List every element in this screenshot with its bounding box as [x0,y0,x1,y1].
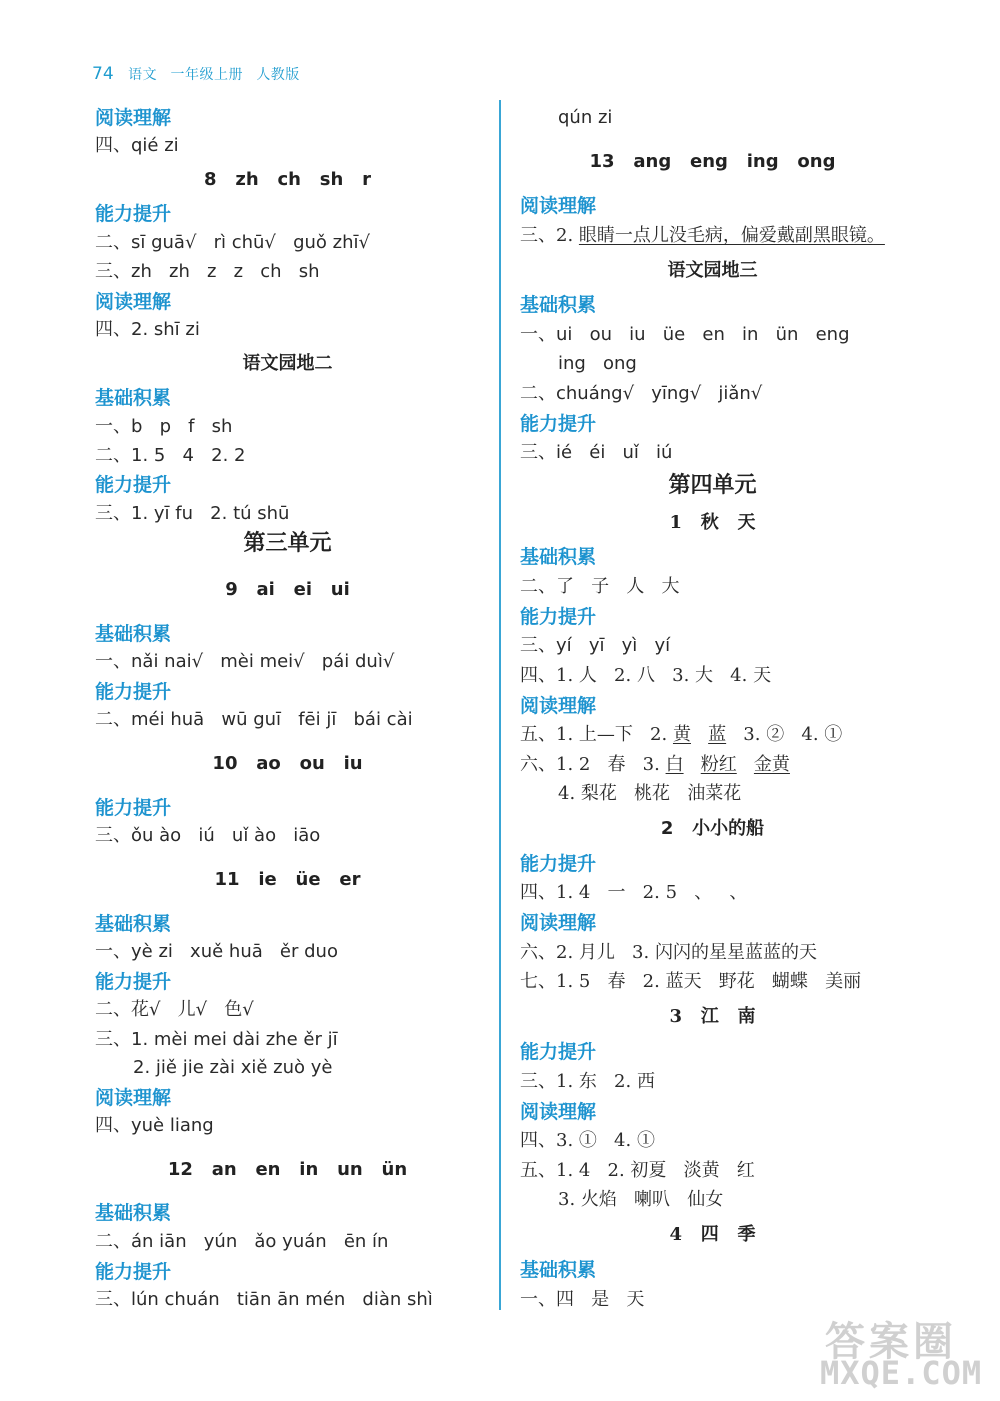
header-grade: 一年级上册 [170,67,243,83]
answer-line: 六、2. 月儿 3. 闪闪的星星蓝蓝的天 [520,942,817,963]
answer-line: 四、1. 4 一 2. 5 、 、 [520,882,748,903]
header-subject: 语文 [128,67,158,83]
section-heading: 能力提升 [520,606,597,628]
underlined-answer: 粉红 [700,754,737,775]
answer-text: 五、1. 上—下 2. [520,724,673,745]
unit-title: 第三单元 [243,531,332,556]
section-heading: 阅读理解 [95,291,172,313]
answer-line: 四、yuè liang [95,1115,214,1136]
section-heading: 能力提升 [520,853,597,875]
answer-line: 三、lún chuán tiān ān mén diàn shì [95,1289,433,1310]
section-heading: 阅读理解 [520,912,597,934]
answer-line: 三、yí yī yì yí [520,635,671,656]
underlined-answer: 眼睛一点儿没毛病，偏爱戴副黑眼镜。 [578,225,885,246]
lesson-title: 3 江 南 [669,1006,756,1027]
answer-line: 一、b p f sh [95,416,233,437]
answer-line: 四、qié zi [95,135,179,156]
answer-line: 二、méi huā wū guī fēi jī bái cài [95,709,413,730]
section-heading: 基础积累 [95,913,172,935]
answer-line: 一、ui ou iu üe en in ün eng [520,324,850,345]
lesson-title: 11 ie üe er [214,869,361,890]
section-heading: 阅读理解 [520,1101,597,1123]
answer-text: 3. ② 4. ① [726,724,843,745]
answer-text [691,724,708,745]
lesson-title: 8 zh ch sh r [204,169,371,190]
section-heading: 能力提升 [520,413,597,435]
watermark-text: 答案圈 [825,1319,957,1365]
section-heading: 能力提升 [95,1261,172,1283]
lesson-title: 语文园地二 [242,353,333,374]
section-heading: 能力提升 [95,203,172,225]
underlined-answer: 黄 [672,724,691,745]
answer-line: 二、花√ 儿√ 色√ [95,999,254,1020]
section-heading: 基础积累 [95,387,172,409]
answer-line: 2. jiě jie zài xiě zuò yè [133,1057,333,1078]
section-heading: 能力提升 [520,1041,597,1063]
section-heading: 能力提升 [95,797,172,819]
answer-line: 三、1. 东 2. 西 [520,1071,655,1092]
answer-line [520,224,885,248]
section-heading: 阅读理解 [95,107,172,129]
underlined-answer: 白 [665,754,684,775]
watermark-logo [820,1310,995,1395]
answer-line: 三、zh zh z z ch sh [95,261,320,282]
answer-text [737,754,754,775]
section-heading: 基础积累 [520,546,597,568]
answer-line [520,723,842,747]
lesson-title: 语文园地三 [667,260,758,281]
answer-line: 三、ié éi uǐ iú [520,442,673,463]
lesson-title: 12 an en in un ün [167,1159,408,1180]
section-heading: 基础积累 [520,1259,597,1281]
answer-line: 四、3. ① 4. ① [520,1130,655,1151]
header-edition: 人教版 [256,67,300,83]
answer-line: 二、了 子 人 大 [520,576,680,597]
answer-line: 4. 梨花 桃花 油菜花 [558,783,742,804]
lesson-title: 10 ao ou iu [212,753,363,774]
unit-title: 第四单元 [668,473,757,498]
lesson-title: 13 ang eng ing ong [589,151,836,172]
answer-line: 三、1. mèi mei dài zhe ěr jī [95,1029,338,1050]
answer-line: 二、1. 5 4 2. 2 [95,445,246,466]
answer-line: 四、1. 人 2. 八 3. 大 4. 天 [520,665,772,686]
answer-prefix: 三、2. [520,225,579,246]
watermark-url: MXQE.COM [820,1354,983,1392]
section-heading: 基础积累 [95,1202,172,1224]
underlined-answer: 蓝 [708,724,727,745]
answer-line: 二、án iān yún ǎo yuán ēn ín [95,1231,389,1252]
answer-line: 二、sī guā√ rì chū√ guǒ zhī√ [95,232,370,253]
section-heading: 能力提升 [95,971,172,993]
answer-line: 一、四 是 天 [520,1289,645,1310]
page-number: 74 [92,64,114,84]
section-heading: 基础积累 [520,294,597,316]
lesson-title: 1 秋 天 [669,512,756,533]
section-heading: 阅读理解 [95,1087,172,1109]
answer-line: 四、2. shī zi [95,319,200,340]
answer-line: 三、1. yī fu 2. tú shū [95,503,290,524]
lesson-title: 2 小小的船 [660,818,765,839]
page-header [92,64,300,84]
answer-line: qún zi [558,107,613,128]
answer-line: 一、yè zi xuě huā ěr duo [95,941,338,962]
section-heading: 能力提升 [95,474,172,496]
column-divider [499,100,501,1310]
section-heading: 阅读理解 [520,695,597,717]
answer-line: 3. 火焰 喇叭 仙女 [558,1189,724,1210]
answer-line: 五、1. 4 2. 初夏 淡黄 红 [520,1160,755,1181]
answer-line: 一、nǎi nai√ mèi mei√ pái duì√ [95,651,395,672]
section-heading: 基础积累 [95,623,172,645]
section-heading: 阅读理解 [520,195,597,217]
answer-line: 七、1. 5 春 2. 蓝天 野花 蝴蝶 美丽 [520,971,862,992]
underlined-answer: 金黄 [753,754,790,775]
answer-line: ing ong [558,353,637,374]
lesson-title: 4 四 季 [669,1224,756,1245]
answer-line: 二、chuáng√ yīng√ jiǎn√ [520,383,763,404]
answer-text [684,754,701,775]
answer-line: 三、ǒu ào iú uǐ ào iāo [95,825,321,846]
answer-text: 六、1. 2 春 3. [520,754,666,775]
lesson-title: 9 ai ei ui [225,579,350,600]
answer-line [520,753,790,777]
section-heading: 能力提升 [95,681,172,703]
